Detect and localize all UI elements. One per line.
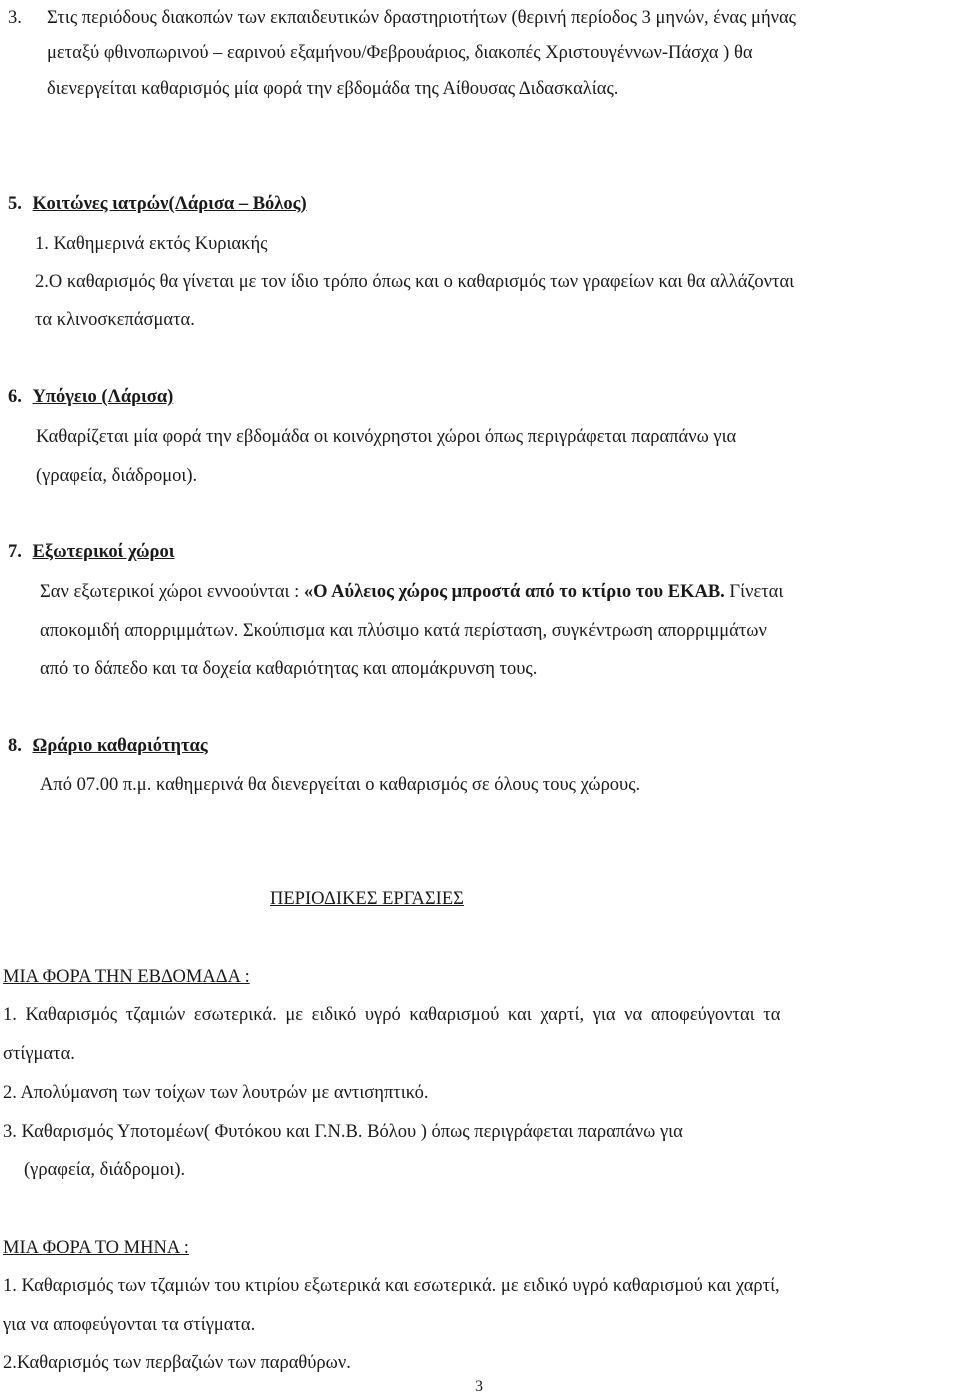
monthly-item-1: 1. Καθαρισμός των τζαμιών του κτιρίου εξωτερικά και εσωτερικά. με ειδικό υγρό καθαρισμού και χαρτί, <box>3 1276 780 1296</box>
section-6-number: 6. <box>8 387 22 407</box>
weekly-heading: ΜΙΑ ΦΟΡΑ ΤΗΝ ΕΒΔΟΜΑΔΑ : <box>3 967 250 987</box>
monthly-item-1-cont: για να αποφεύγονται τα στίγματα. <box>3 1315 256 1335</box>
section-8-line-1: Από 07.00 π.μ. καθημερινά θα διενεργείται ο καθαρισμός σε όλους τους χώρους. <box>40 775 641 795</box>
monthly-item-2: 2.Καθαρισμός των περβαζιών των παραθύρων. <box>3 1353 351 1373</box>
periodic-heading: ΠΕΡΙΟΔΙΚΕΣ ΕΡΓΑΣΙΕΣ <box>270 889 464 909</box>
section-5-line-3: τα κλινοσκεπάσματα. <box>35 310 195 330</box>
section-5-line-1: 1. Καθημερινά εκτός Κυριακής <box>35 234 268 254</box>
section-8-number: 8. <box>8 736 22 756</box>
monthly-heading: ΜΙΑ ΦΟΡΑ ΤΟ ΜΗΝΑ : <box>3 1238 189 1258</box>
section-5-heading <box>8 192 307 216</box>
section-7-line-3: από το δάπεδο και τα δοχεία καθαριότητας και απομάκρυνση τους. <box>40 659 538 679</box>
item-3-number: 3. <box>8 8 22 28</box>
section-7-heading <box>8 540 174 564</box>
section-7-bold-location: «Ο Αύλειος χώρος μπροστά από το κτίριο του ΕΚΑΒ. <box>303 582 725 602</box>
section-7-line-1-text: Σαν εξωτερικοί χώροι εννοούνται : <box>40 582 304 602</box>
section-6-title: Υπόγειο (Λάρισα) <box>32 387 174 407</box>
section-8-title: Ωράριο καθαριότητας <box>32 736 208 756</box>
item-3-line-3: διενεργείται καθαρισμός μία φορά την εβδομάδα της Αίθουσας Διδασκαλίας. <box>47 79 619 99</box>
section-7-line-1 <box>40 580 783 604</box>
weekly-item-1-text: 1. Καθαρισμός τζαμιών εσωτερικά. με ειδικό υγρό καθαρισμού και χαρτί, για να αποφεύγονται τα <box>3 1005 781 1025</box>
section-7-number: 7. <box>8 542 22 562</box>
item-3-line-1: Στις περιόδους διακοπών των εκπαιδευτικών δραστηριοτήτων (θερινή περίοδος 3 μηνών, ένας μήνας <box>47 8 797 28</box>
section-6-line-1: Καθαρίζεται μία φορά την εβδομάδα οι κοινόχρηστοι χώροι όπως περιγράφεται παραπάνω για <box>36 427 737 447</box>
weekly-item-2: 2. Απολύμανση των τοίχων των λουτρών με αντισηπτικό. <box>3 1083 429 1103</box>
section-6-line-2: (γραφεία, διάδρομοι). <box>36 466 198 486</box>
weekly-item-3: 3. Καθαρισμός Υποτομέων( Φυτόκου και Γ.Ν.Β. Βόλου ) όπως περιγράφεται παραπάνω για <box>3 1122 683 1142</box>
section-7-line-2: αποκομιδή απορριμμάτων. Σκούπισμα και πλύσιμο κατά περίσταση, συγκέντρωση απορριμμάτων <box>40 621 767 641</box>
section-7-title: Εξωτερικοί χώροι <box>32 542 175 562</box>
section-6-heading <box>8 385 173 409</box>
section-7-line-1-end: Γίνεται <box>724 582 784 602</box>
section-8-heading <box>8 734 208 758</box>
weekly-item-1-cont: στίγματα. <box>3 1044 75 1064</box>
page-number: 3 <box>475 1378 483 1395</box>
weekly-item-1 <box>3 1003 958 1027</box>
item-3-line-2: μεταξύ φθινοπωρινού – εαρινού εξαμήνου/Φεβρουάριος, διακοπές Χριστουγέννων-Πάσχα ) θα <box>47 43 753 63</box>
section-5-line-2: 2.Ο καθαρισμός θα γίνεται με τον ίδιο τρόπο όπως και ο καθαρισμός των γραφείων και θα αλλάζονται <box>35 272 795 292</box>
section-5-title: Κοιτώνες ιατρών(Λάρισα – Βόλος) <box>32 194 307 214</box>
section-5-number: 5. <box>8 194 22 214</box>
weekly-item-3-cont: (γραφεία, διάδρομοι). <box>24 1160 186 1180</box>
